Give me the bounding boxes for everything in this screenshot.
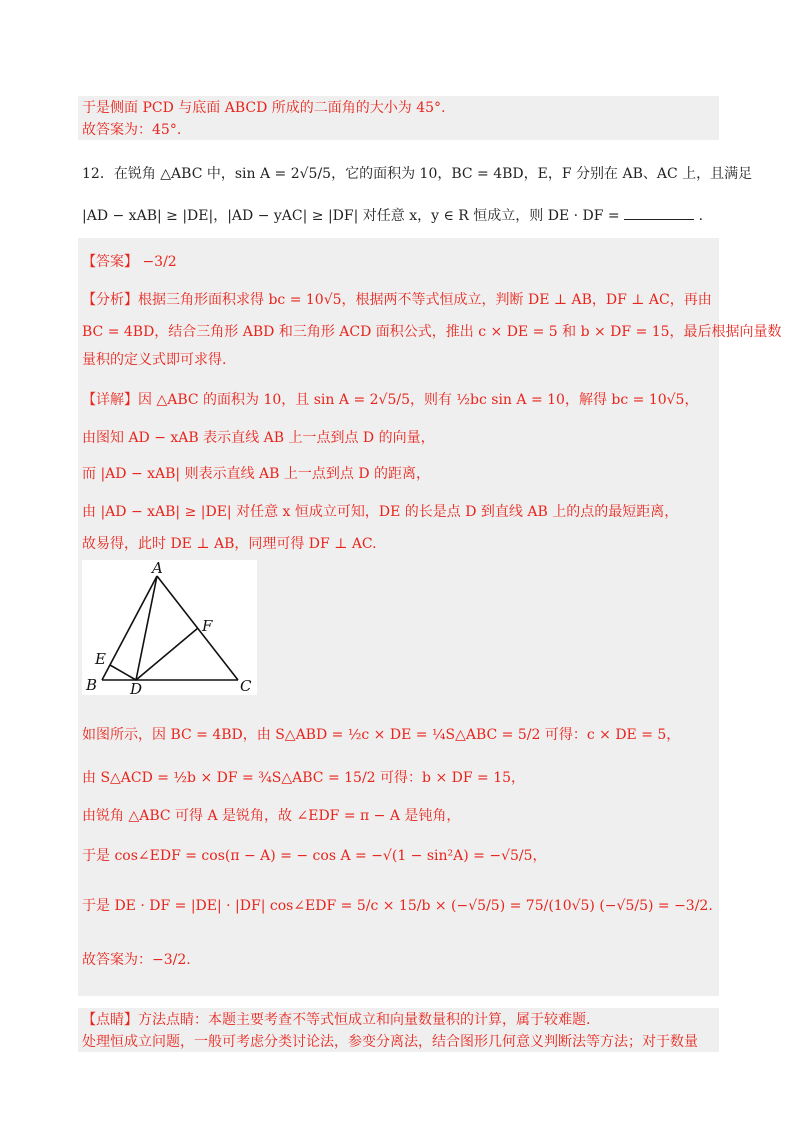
comment-line-1: 【点睛】方法点睛：本题主要考查不等式恒成立和向量数量积的计算，属于较难题. [82,1012,591,1028]
label-f: F [202,617,213,635]
analysis-line-3: 量积的定义式即可求得. [82,352,227,368]
label-e: E [95,650,106,668]
figure-background [82,560,257,695]
question-line-2-text: |AD − xAB| ≥ |DE|，|AD − yAC| ≥ |DF| 对任意 x，y ∈ R 恒成立，则 DE · DF = [82,208,620,224]
label-c: C [240,677,252,695]
answer-tag: 【答案】 [82,254,138,270]
solution-line-4: 于是 cos∠EDF = cos(π − A) = − cos A = −√(1 − sin²A) = −√5/5， [82,848,547,864]
solution-line-5: 于是 DE · DF = |DE| · |DF| cos∠EDF = 5/c × 15/b × (−√5/5) = 75/(10√5) (−√5/5) = −3/2. [82,898,713,914]
detail-line-5: 故易得，此时 DE ⊥ AB，同理可得 DF ⊥ AC. [82,536,377,552]
answer-line [82,252,177,272]
solution-line-3: 由锐角 △ABC 可得 A 是锐角，故 ∠EDF = π − A 是钝角， [82,808,461,824]
solution-final-answer: 故答案为：−3/2. [82,952,191,968]
question-line-2 [82,206,703,226]
detail-line-1: 【详解】因 △ABC 的面积为 10，且 sin A = 2√5/5，则有 ½bc sin A = 10，解得 bc = 10√5， [82,392,699,408]
prev-answer: 故答案为：45°. [82,122,182,138]
analysis-line-1: 【分析】根据三角形面积求得 bc = 10√5，根据两不等式恒成立，判断 DE ⊥ AB，DF ⊥ AC，再由 [82,292,712,308]
comment-line-2: 处理恒成立问题，一般可考虑分类讨论法，参变分离法，结合图形几何意义判断法等方法；对于数量 [82,1034,698,1050]
question-line-1: 12．在锐角 △ABC 中，sin A = 2√5/5，它的面积为 10，BC = 4BD，E，F 分别在 AB、AC 上，且满足 [82,166,753,182]
label-d: D [130,680,143,695]
prev-conclusion: 于是侧面 PCD 与底面 ABCD 所成的二面角的大小为 45°. [82,100,446,116]
answer-blank [624,206,694,220]
solution-line-1: 如图所示，因 BC = 4BD，由 S△ABD = ½c × DE = ¼S△ABC = 5/2 可得：c × DE = 5， [82,727,681,743]
detail-line-2: 由图知 AD − xAB 表示直线 AB 上一点到点 D 的向量， [82,430,435,446]
solution-line-2: 由 S△ACD = ½b × DF = ¾S△ABC = 15/2 可得：b × DF = 15， [82,770,526,786]
detail-line-4: 由 |AD − xAB| ≥ |DE| 对任意 x 恒成立可知，DE 的长是点 D 到直线 AB 上的点的最短距离， [82,504,679,520]
triangle-figure [82,560,257,695]
question-line-2-end: . [698,208,704,224]
analysis-line-2: BC = 4BD，结合三角形 ABD 和三角形 ACD 面积公式，推出 c × DE = 5 和 b × DF = 15，最后根据向量数 [82,324,782,340]
answer-value: −3/2 [142,254,177,270]
detail-line-3: 而 |AD − xAB| 则表示直线 AB 上一点到点 D 的距离， [82,466,431,482]
label-b: B [86,676,98,694]
label-a: A [152,560,163,577]
